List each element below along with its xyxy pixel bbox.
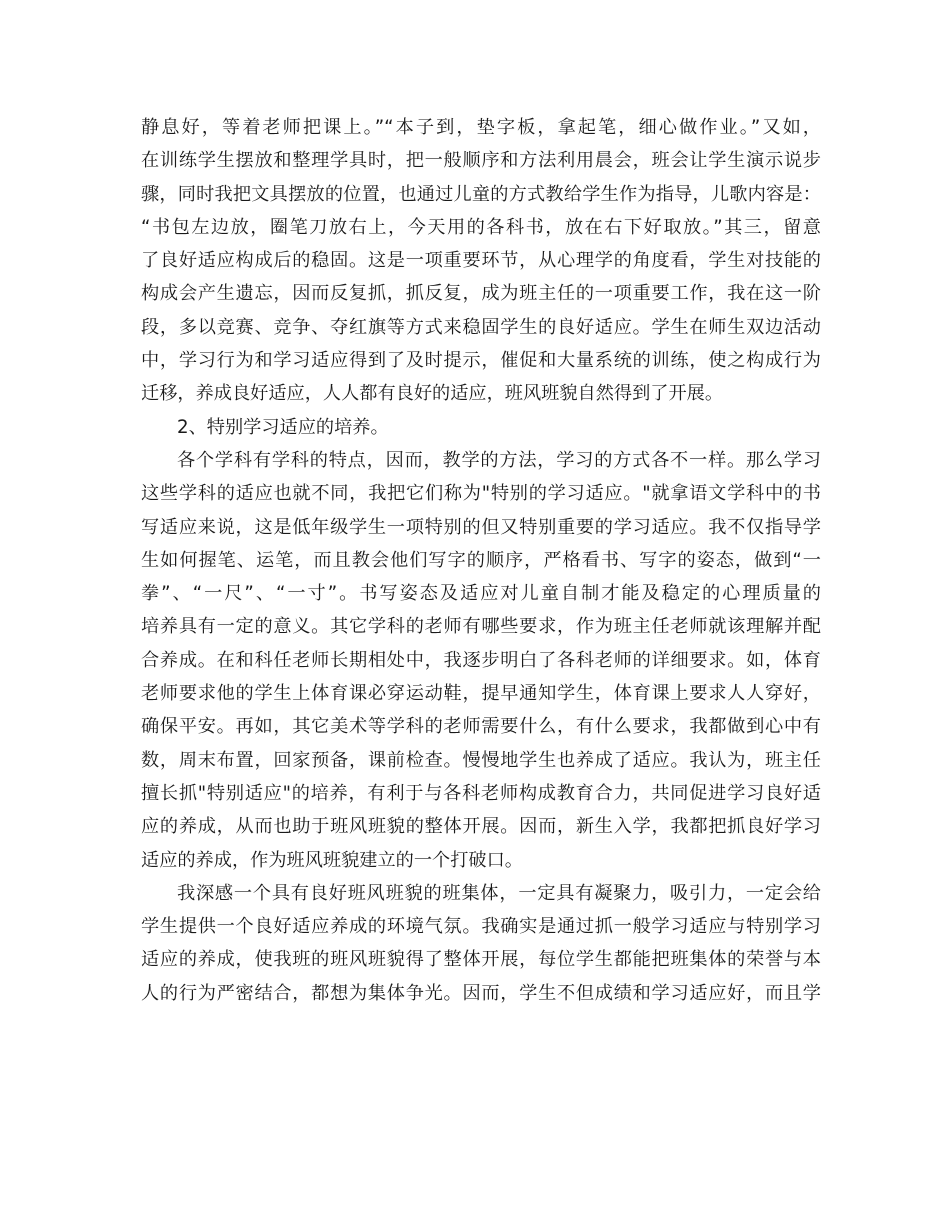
text-line: 中，学习行为和学习适应得到了及时提示，催促和大量系统的训练，使之构成行为 — [141, 350, 821, 372]
text-line: 培养具有一定的意义。其它学科的老师有哪些要求，作为班主任老师就该理解并配 — [141, 616, 821, 638]
text-line: 学生提供一个良好适应养成的环境气氛。我确实是通过抓一般学习适应与特别学习 — [141, 916, 821, 938]
text-line: 段，多以竞赛、竞争、夺红旗等方式来稳固学生的良好适应。学生在师生双边活动 — [141, 316, 821, 338]
text-line: 适应的养成，作为班风班貌建立的一个打破口。 — [141, 849, 523, 871]
text-line: 拳”、“一尺”、“一寸”。书写姿态及适应对儿童自制才能及稳定的心理质量的 — [141, 583, 821, 605]
text-line: 这些学科的适应也就不同，我把它们称为"特别的学习适应。"就拿语文学科中的书 — [141, 483, 821, 505]
body-text — [141, 111, 821, 1010]
text-line: 迁移，养成良好适应，人人都有良好的适应，班风班貌自然得到了开展。 — [141, 383, 724, 405]
text-line: 老师要求他的学生上体育课必穿运动鞋，提早通知学生，体育课上要求人人穿好， — [141, 683, 821, 705]
text-line: 了良好适应构成后的稳固。这是一项重要环节，从心理学的角度看，学生对技能的 — [141, 250, 821, 272]
text-line: 我深感一个具有良好班风班貌的班集体，一定具有凝聚力，吸引力，一定会给 — [177, 882, 821, 904]
text-line: 静息好，等着老师把课上。”“本子到，垫字板，拿起笔，细心做作业。”又如， — [141, 117, 821, 138]
text-line: 合养成。在和科任老师长期相处中，我逐步明白了各科老师的详细要求。如，体育 — [141, 649, 821, 671]
text-line: 确保平安。再如，其它美术等学科的老师需要什么，有什么要求，我都做到心中有 — [141, 716, 821, 738]
text-line: 2、特别学习适应的培养。 — [177, 416, 389, 438]
text-line: 应的养成，从而也助于班风班貌的整体开展。因而，新生入学，我都把抓良好学习 — [141, 816, 821, 838]
text-line: 骤，同时我把文具摆放的位置，也通过儿童的方式教给学生作为指导，儿歌内容是： — [141, 183, 821, 205]
text-line: 构成会产生遗忘，因而反复抓，抓反复，成为班主任的一项重要工作，我在这一阶 — [141, 283, 821, 305]
text-line: “书包左边放，圈笔刀放右上，今天用的各科书，放在右下好取放。”其三，留意 — [141, 216, 821, 238]
text-line: 数，周末布置，回家预备，课前检查。慢慢地学生也养成了适应。我认为，班主任 — [141, 749, 821, 771]
text-line: 擅长抓"特别适应"的培养，有利于与各科老师构成教育合力，共同促进学习良好适 — [141, 782, 821, 804]
text-line: 人的行为严密结合，都想为集体争光。因而，学生不但成绩和学习适应好，而且学 — [141, 982, 821, 1004]
text-line: 生如何握笔、运笔，而且教会他们写字的顺序，严格看书、写字的姿态，做到“一 — [141, 549, 821, 571]
text-line: 在训练学生摆放和整理学具时，把一般顺序和方法利用晨会，班会让学生演示说步 — [141, 150, 821, 172]
text-line: 各个学科有学科的特点，因而，教学的方法，学习的方式各不一样。那么学习 — [177, 449, 821, 471]
text-line: 写适应来说，这是低年级学生一项特别的但又特别重要的学习适应。我不仅指导学 — [141, 516, 821, 538]
text-line: 适应的养成，使我班的班风班貌得了整体开展，每位学生都能把班集体的荣誉与本 — [141, 949, 821, 971]
